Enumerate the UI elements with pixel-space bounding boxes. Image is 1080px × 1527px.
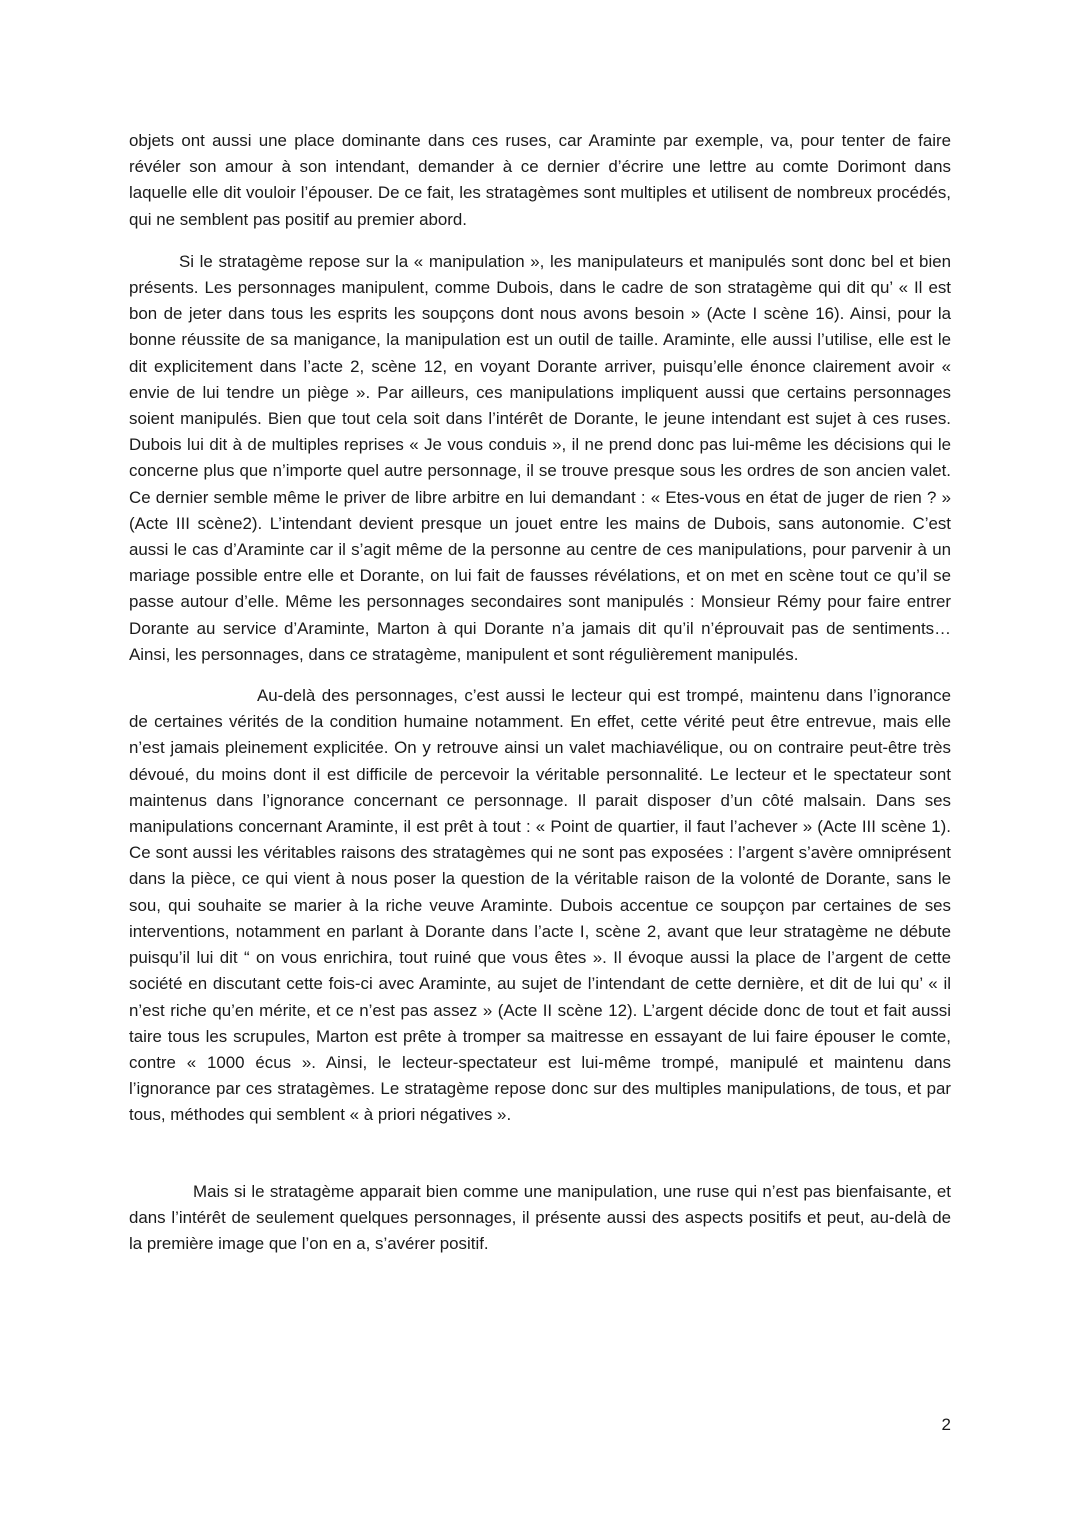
paragraph-3: Au-delà des personnages, c’est aussi le lecteur qui est trompé, maintenu dans l’ignorance de certaines vérités de la condition humaine notamment. En effet, cette vérité peut être entrevue, mais elle n’est jamais pleinement explicitée. On y retrouve ainsi un valet machiavélique, ou on contraire peut-être très dévoué, du moins dont il est difficile de percevoir la véritable personnalité. Le lecteur et le spectateur sont maintenus dans l’ignorance concernant ce personnage. Il parait disposer d’un côté malsain. Dans ses manipulations concernant Araminte, il est prêt à tout : « Point de quartier, il faut l’achever » (Acte III scène 1). Ce sont aussi les véritables raisons des stratagèmes qui ne sont pas exposées : l’argent s’avère omniprésent dans la pièce, ce qui vient à nous poser la question de la véritable raison de la volonté de Dorante, sans le sou, qui souhaite se marier à la riche veuve Araminte. Dubois accentue ce soupçon par certaines de ses interventions, notamment en parlant à Dorante dans l’acte I, scène 2, avant que leur stratagème ne débute puisqu’il lui dit “ on vous enrichira, tout ruiné que vous êtes ». Il évoque aussi la place de l’argent de cette société en discutant cette fois-ci avec Araminte, au sujet de l’intendant de cette dernière, et dit de lui qu’ « il n’est riche qu’en mérite, et ce n’est pas assez » (Acte II scène 12). L’argent décide donc de tout et fait aussi taire tous les scrupules, Marton est prête à tromper sa maitresse en essayant de lui faire épouser le comte, contre « 1000 écus ». Ainsi, le lecteur-spectateur est lui-même trompé, manipulé et maintenu dans l’ignorance par ces stratagèmes. Le stratagème repose donc sur des multiples manipulations, de tous, et par tous, méthodes qui semblent « à priori négatives ». [129,686,951,1125]
document-body [129,128,951,1257]
paragraph-2: Si le stratagème repose sur la « manipulation », les manipulateurs et manipulés sont donc bel et bien présents. Les personnages manipulent, comme Dubois, dans le cadre de son stratagème qui dit qu’ « Il est bon de jeter dans tous les esprits les soupçons dont nous avons besoin » (Acte I scène 16). Ainsi, pour la bonne réussite de sa manigance, la manipulation est un outil de taille. Araminte, elle aussi l’utilise, elle est le dit explicitement dans l’acte 2, scène 12, en voyant Dorante arriver, puisqu’elle énonce clairement avoir « envie de lui tendre un piège ». Par ailleurs, ces manipulations impliquent aussi que certains personnages soient manipulés. Bien que tout cela soit dans l’intérêt de Dorante, le jeune intendant est sujet à ces ruses. Dubois lui dit à de multiples reprises « Je vous conduis », il ne prend donc pas lui-même les décisions qui le concerne plus que n’importe quel autre personnage, il se trouve presque sous les ordres de son ancien valet. Ce dernier semble même le priver de libre arbitre en lui demandant : « Etes-vous en état de juger de rien ? » (Acte III scène2). L’intendant devient presque un jouet entre les mains de Dubois, sans autonomie. C’est aussi le cas d’Araminte car il s’agit même de la personne au centre de ces manipulations, pour parvenir à un mariage possible entre elle et Dorante, on lui fait de fausses révélations, et on met en scène tout ce qu’il se passe autour d’elle. Même les personnages secondaires sont manipulés : Monsieur Rémy pour faire entrer Dorante au service d’Araminte, Marton à qui Dorante n’a jamais dit qu’il n’éprouvait pas de sentiments… Ainsi, les personnages, dans ce stratagème, manipulent et sont régulièrement manipulés. [129,251,951,664]
paragraph-1: objets ont aussi une place dominante dans ces ruses, car Araminte par exemple, va, pour tenter de faire révéler son amour à son intendant, demander à ce dernier d’écrire une lettre au comte Dorimont dans laquelle elle dit vouloir l’épouser. De ce fait, les stratagèmes sont multiples et utilisent de nombreux procédés, qui ne semblent pas positif au premier abord. [129,131,951,229]
paragraph-4: Mais si le stratagème apparait bien comme une manipulation, une ruse qui n’est pas bienfaisante, et dans l’intérêt de seulement quelques personnages, il présente aussi des aspects positifs et peut, au-delà de la première image que l’on en a, s’avérer positif. [129,1181,951,1253]
page-number: 2 [941,1415,951,1434]
